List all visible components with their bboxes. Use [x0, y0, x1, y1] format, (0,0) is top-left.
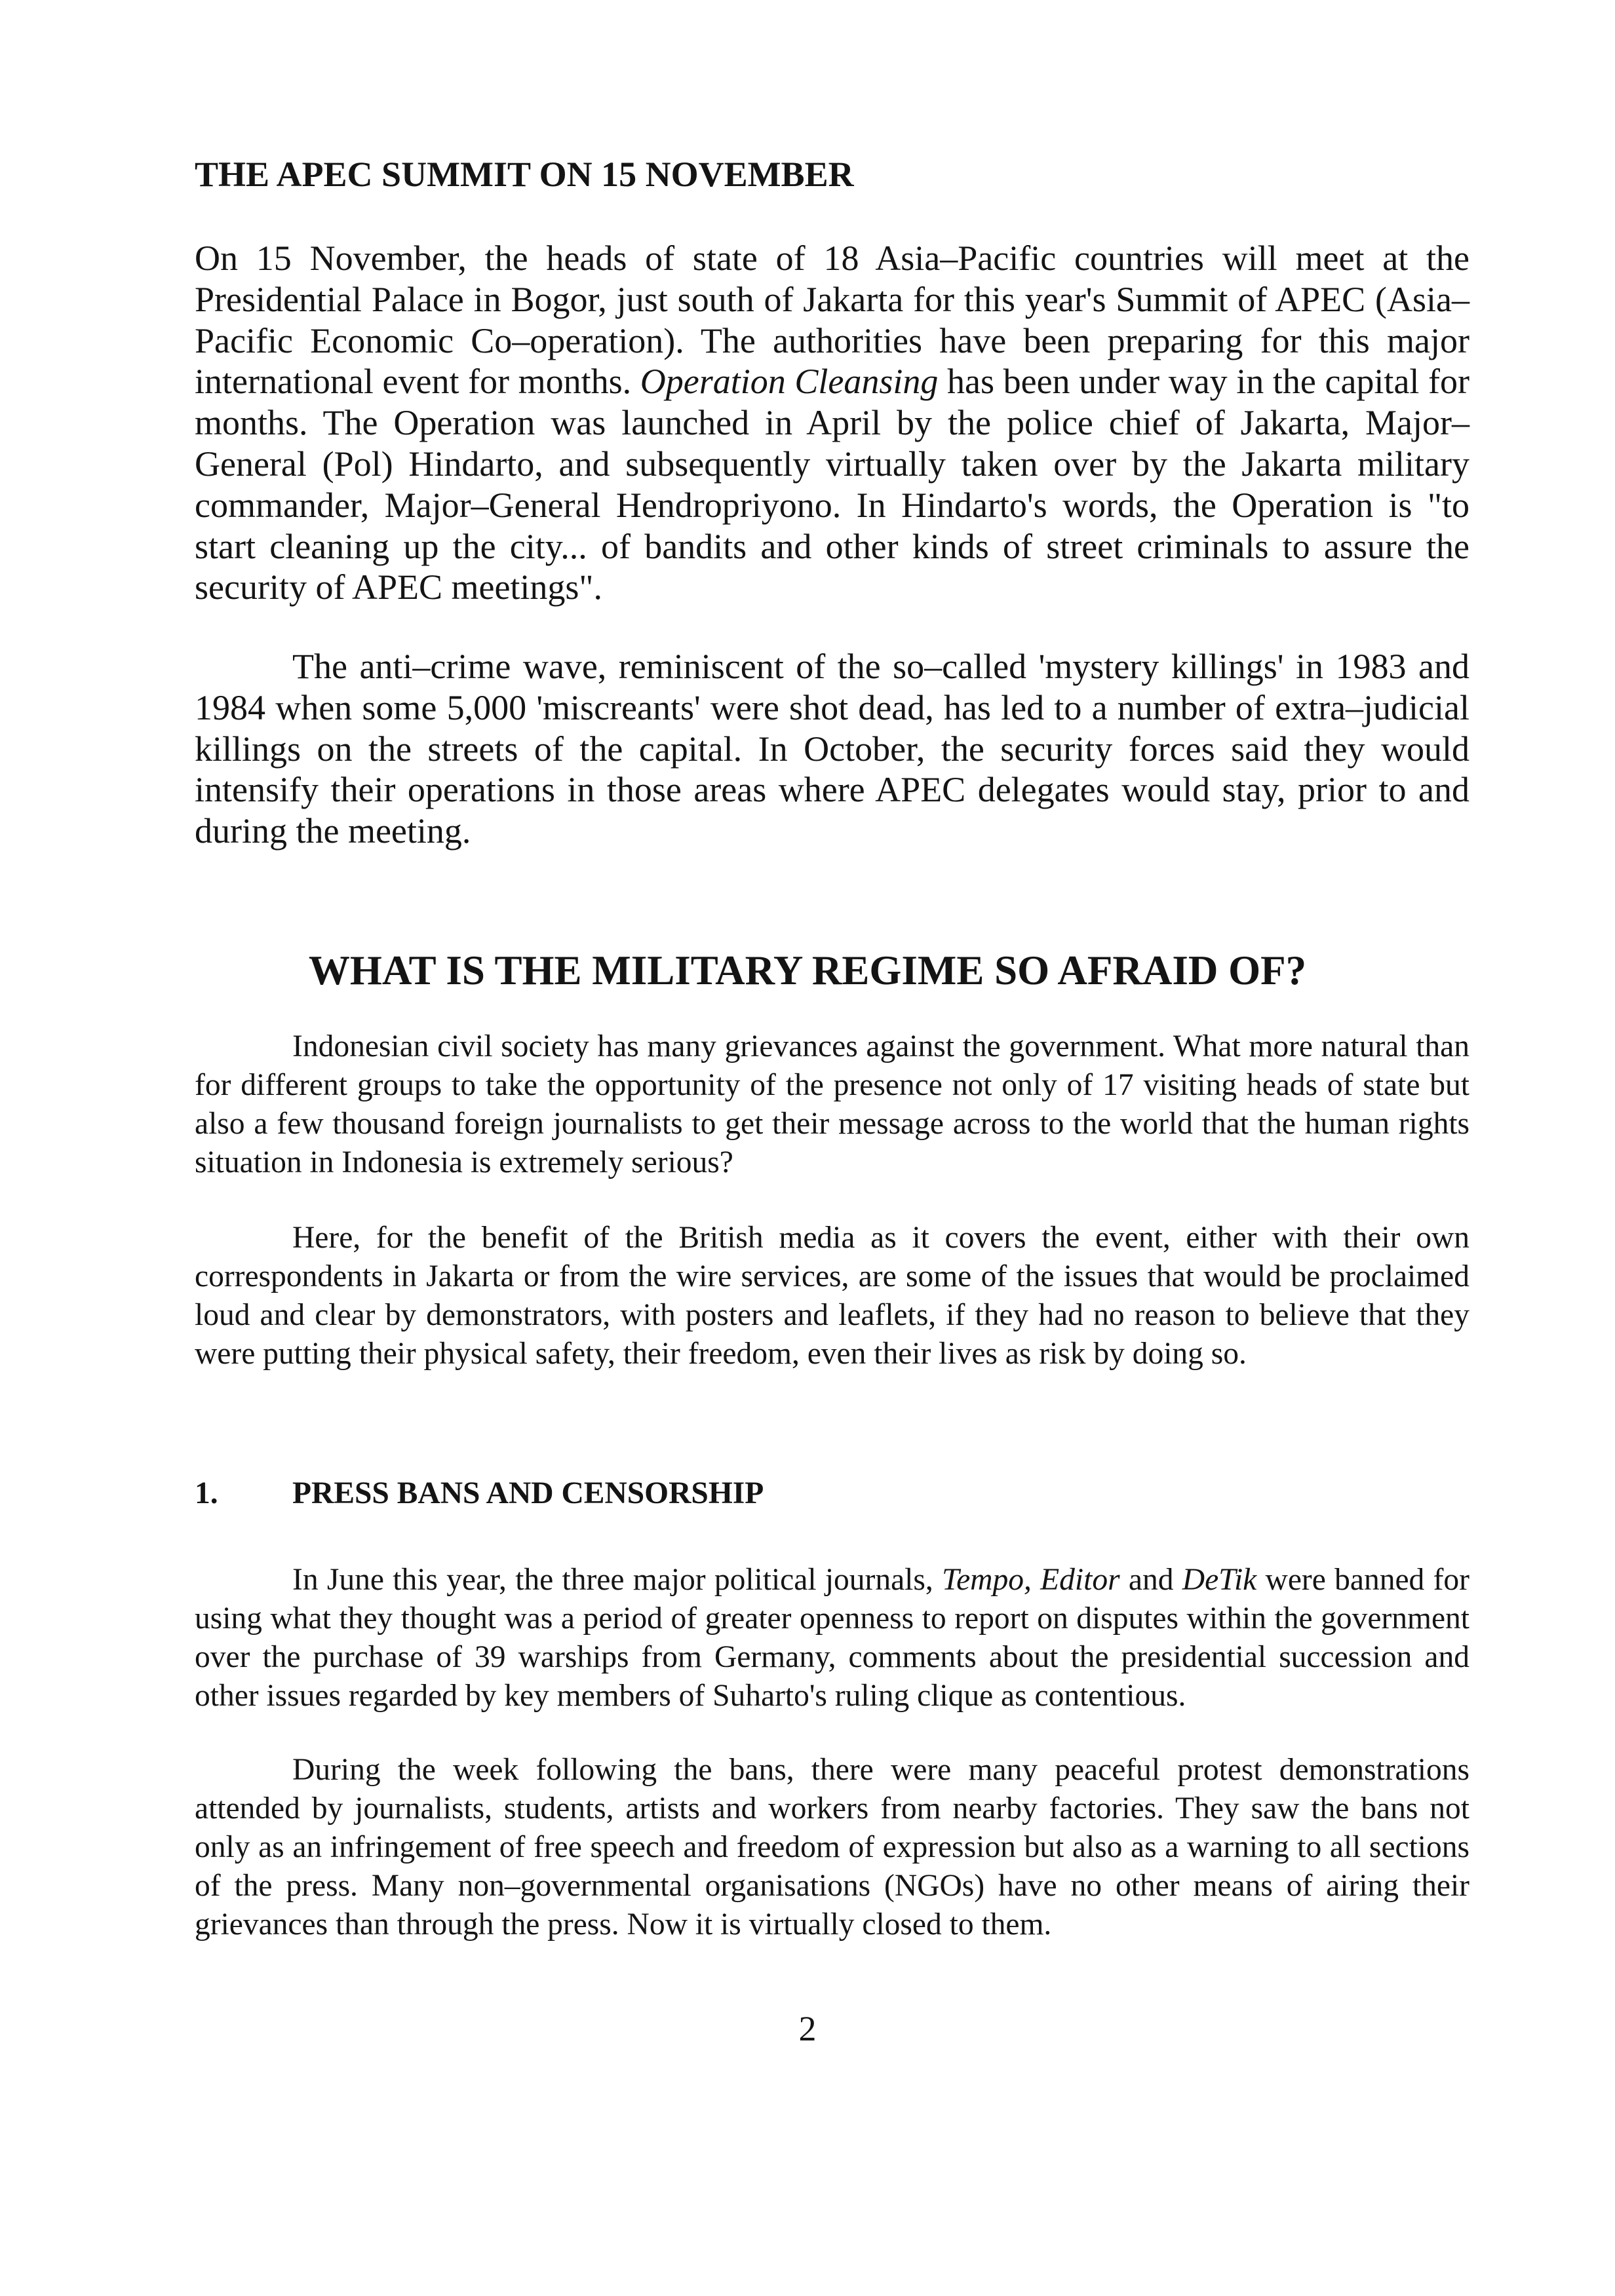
journal-detik: DeTik: [1182, 1563, 1257, 1597]
operation-cleansing-emphasis: Operation Cleansing: [640, 362, 939, 402]
apec-paragraph-1-text-a: On 15 November, the heads of state of 18 Asia–Pacific countries will meet at the Presidential Palace in Bogor, just south of Jakarta for this year's Summit of APEC (Asia–Pacific Economic Co–operation). The authorities have been preparing for this major international event for months.: [195, 239, 1469, 402]
section-1-heading: [195, 1474, 1469, 1512]
apec-paragraph-1: [195, 238, 1469, 608]
press-paragraph-1-text-a: In June this year, the three major political journals,: [292, 1563, 943, 1597]
page-number: 2: [798, 2009, 817, 2048]
apec-summit-heading: THE APEC SUMMIT ON 15 NOVEMBER: [195, 155, 854, 194]
section-1-title: PRESS BANS AND CENSORSHIP: [292, 1476, 764, 1510]
journal-tempo-editor: Tempo, Editor: [942, 1563, 1120, 1597]
press-paragraph-1-text-b: were banned for using what they thought was a period of greater openness to report on disputes within the government over the purchase of 39 warships from Germany, comments about the presidential succession and other issues regarded by key members of Suharto's ruling clique as contentious.: [195, 1563, 1469, 1713]
military-paragraph-1: Indonesian civil society has many grievances against the government. What more natural than for different groups to take the opportunity of the presence not only of 17 visiting heads of state but also a few thousand foreign journalists to get their message across to the world that the human rights situation in Indonesia is extremely serious?: [195, 1029, 1469, 1179]
press-paragraph-2: During the week following the bans, there were many peaceful protest demonstrations attended by journalists, students, artists and workers from nearby factories. They saw the bans not only as an infringement of free speech and freedom of expression but also as a warning to all sections of the press. Many non–governmental organisations (NGOs) have no other means of airing their grievances than through the press. Now it is virtually closed to them.: [195, 1753, 1469, 1942]
apec-paragraph-1-text-b: has been under way in the capital for months. The Operation was launched in April by the police chief of Jakarta, Major–General (Pol) Hindarto, and subsequently virtually taken over by the Jakarta military commander, Major–General Hendropriyono. In Hindarto's words, the Operation is "to start cleaning up the city... of bandits and other kinds of street criminals to assure the security of APEC meetings".: [195, 362, 1469, 607]
apec-paragraph-2: The anti–crime wave, reminiscent of the so–called 'mystery killings' in 1983 and 1984 when some 5,000 'miscreants' were shot dead, has led to a number of extra–judicial killings on the streets of the capital. In October, the security forces said they would intensify their operations in those areas where APEC delegates would stay, prior to and during the meeting.: [195, 647, 1469, 851]
military-regime-heading: WHAT IS THE MILITARY REGIME SO AFRAID OF?: [308, 947, 1307, 994]
military-paragraph-2: Here, for the benefit of the British media as it covers the event, either with their own correspondents in Jakarta or from the wire services, are some of the issues that would be proclaimed loud and clear by demonstrators, with posters and leaflets, if they had no reason to believe that they were putting their physical safety, their freedom, even their lives as risk by doing so.: [195, 1221, 1469, 1371]
press-paragraph-1-and: and: [1119, 1563, 1182, 1597]
press-paragraph-1: [195, 1561, 1469, 1715]
section-1-number: 1.: [195, 1476, 218, 1510]
